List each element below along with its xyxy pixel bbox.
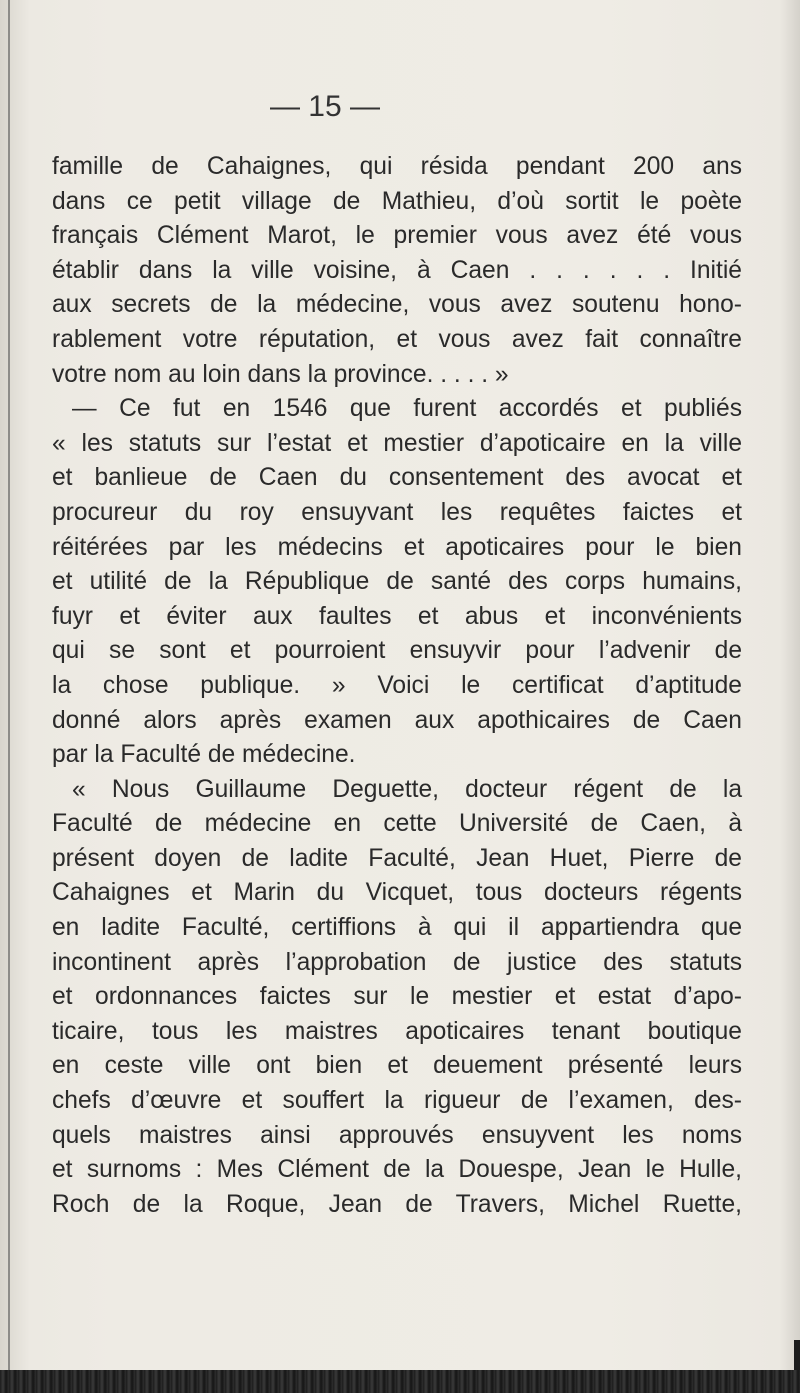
text-line: votre nom au loin dans la province. . . . . » — [52, 360, 509, 388]
page-number: — 15 — — [269, 90, 381, 123]
text-line: et utilité de la République de santé des corps humains, — [52, 568, 742, 596]
text-line: incontinent après l’approbation de justice des statuts — [52, 948, 742, 976]
text-line: qui se sont et pourroient ensuyvir pour l’advenir de — [52, 637, 742, 665]
text-line: Cahaignes et Marin du Vicquet, tous docteurs régents — [52, 879, 742, 907]
text-line: et ordonnances faictes sur le mestier et estat d’apo- — [52, 983, 742, 1011]
text-line: ticaire, tous les maistres apoticaires tenant boutique — [52, 1017, 742, 1045]
text-line: par la Faculté de médecine. — [52, 741, 356, 769]
text-line: réitérées par les médecins et apoticaires pour le bien — [52, 533, 742, 561]
text-line: aux secrets de la médecine, vous avez soutenu hono- — [52, 291, 742, 319]
page-edge-rule — [8, 0, 10, 1393]
text-line: dans ce petit village de Mathieu, d’où sortit le poète — [52, 187, 742, 215]
text-line: Roch de la Roque, Jean de Travers, Michel Ruette, — [52, 1190, 742, 1218]
binding-edge-mark — [794, 1340, 800, 1372]
text-line: et banlieue de Caen du consentement des avocat et — [52, 464, 742, 492]
text-line: et surnoms : Mes Clément de la Douespe, Jean le Hulle, — [52, 1156, 742, 1184]
text-line: quels maistres ainsi approuvés ensuyvent les noms — [52, 1121, 742, 1149]
text-line: fuyr et éviter aux faultes et abus et inconvénients — [52, 602, 742, 630]
text-line: Faculté de médecine en cette Université de Caen, à — [52, 810, 742, 838]
text-line: — Ce fut en 1546 que furent accordés et publiés — [72, 395, 742, 423]
text-line: famille de Cahaignes, qui résida pendant 200 ans — [52, 153, 742, 180]
body-text — [52, 150, 742, 1222]
text-line: présent doyen de ladite Faculté, Jean Huet, Pierre de — [52, 844, 742, 872]
text-line: en ceste ville ont bien et deuement présenté leurs — [52, 1052, 742, 1080]
text-line: « Nous Guillaume Deguette, docteur régent de la — [72, 775, 742, 803]
text-line: établir dans la ville voisine, à Caen . . . . . . Initié — [52, 256, 742, 284]
scan-bottom-edge — [0, 1370, 800, 1393]
text-line: « les statuts sur l’estat et mestier d’apoticaire en la ville — [52, 429, 742, 457]
text-line: rablement votre réputation, et vous avez fait connaître — [52, 325, 742, 353]
text-line: la chose publique. » Voici le certificat d’aptitude — [52, 671, 742, 699]
text-line: en ladite Faculté, certiffions à qui il appartiendra que — [52, 914, 742, 942]
text-line: français Clément Marot, le premier vous avez été vous — [52, 222, 742, 250]
text-line: donné alors après examen aux apothicaires de Caen — [52, 706, 742, 734]
text-line: procureur du roy ensuyvant les requêtes faictes et — [52, 498, 742, 526]
text-line: chefs d’œuvre et souffert la rigueur de l’examen, des- — [52, 1087, 742, 1115]
